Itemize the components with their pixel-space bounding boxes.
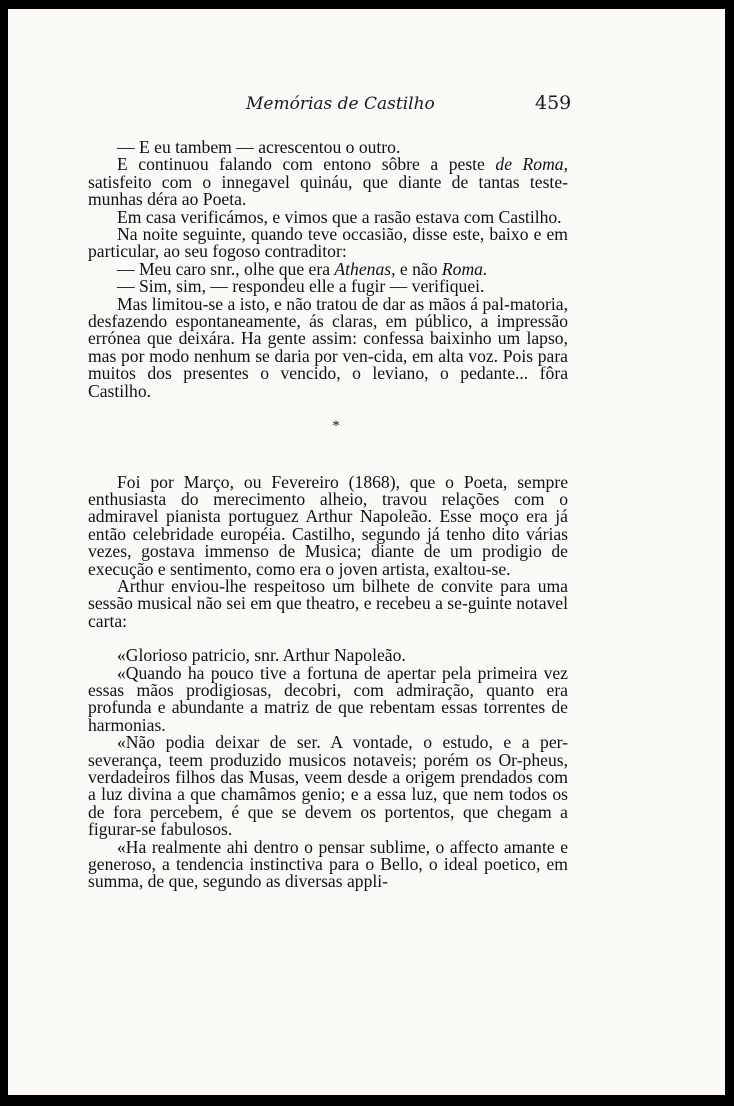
letter-paragraph: «Ha realmente ahi dentro o pensar sublime, o affecto amante e generoso, a tendencia instinctiva para o Bello, o ideal poetico, em summa, de que, segundo as diversas appli-: [88, 836, 568, 892]
paragraph: — E eu tambem — acrescentou o outro.: [117, 137, 401, 157]
section-ornament: *: [332, 418, 340, 435]
running-title: Memórias de Castilho: [246, 94, 435, 114]
paragraph: Arthur enviou-lhe respeitoso um bilhete de convite para uma sessão musical não sei em que theatro, e recebeu a se-guinte notavel carta:: [88, 575, 568, 631]
book-page: [8, 9, 725, 1095]
page-body: [88, 139, 568, 891]
paragraph: Na noite seguinte, quando teve occasião, disse este, baixo e em particular, ao seu fogoso contraditor:: [88, 224, 568, 262]
page-number: 459: [535, 92, 572, 114]
page-header: [8, 94, 725, 124]
paragraph: E continuou falando com entono sôbre a peste de Roma, satisfeito com o innegavel quináu, que diante de tantas teste-munhas déra ao Poeta.: [88, 154, 568, 210]
letter-paragraph: «Não podia deixar de ser. A vontade, o estudo, e a per-severança, teem produzido musicos notaveis; porém os Or-pheus, verdadeiros filhos das Musas, veem desde a origem prendados com a luz divina a que chamâmos genio; e a essa luz, que nem todos os de fora percebem, é que se devem os portentos, que chegam a figurar-se fabulosos.: [88, 732, 568, 840]
letter-salutation: «Glorioso patricio, snr. Arthur Napoleão.: [117, 645, 406, 666]
paragraph: — Sim, sim, — respondeu elle a fugir — verifiquei.: [117, 276, 485, 297]
paragraph: — Meu caro snr., olhe que era Athenas, e não Roma.: [117, 258, 488, 279]
paragraph: Em casa verificámos, e vimos que a rasão estava com Castilho.: [117, 206, 562, 227]
letter-paragraph: «Quando ha pouco tive a fortuna de apertar pela primeira vez essas mãos prodigiosas, decobri, com admiração, quanto era profunda e abundante a matriz de que rebentam essas torrentes de harmonias.: [88, 662, 568, 735]
paragraph: Mas limitou-se a isto, e não tratou de dar as mãos á pal-matoria, desfazendo espontaneamente, ás claras, em público, a impressão errónea que deixára. Ha gente assim: confessa baixinho um lapso, mas por modo nenhum se daria por ven-cida, em alta voz. Pois para muitos dos presentes o vencido, o leviano, o pedante... fôra Castilho.: [88, 293, 568, 401]
paragraph: Foi por Março, ou Fevereiro (1868), que o Poeta, sempre enthusiasta do merecimento alheio, travou relações com o admiravel pianista portuguez Arthur Napoleão. Esse moço era já então celebridade européia. Castilho, segundo já tenho dito várias vezes, gostava immenso de Musica; diante de um prodigio de execução e sentimento, como era o joven artista, exaltou-se.: [88, 471, 568, 579]
